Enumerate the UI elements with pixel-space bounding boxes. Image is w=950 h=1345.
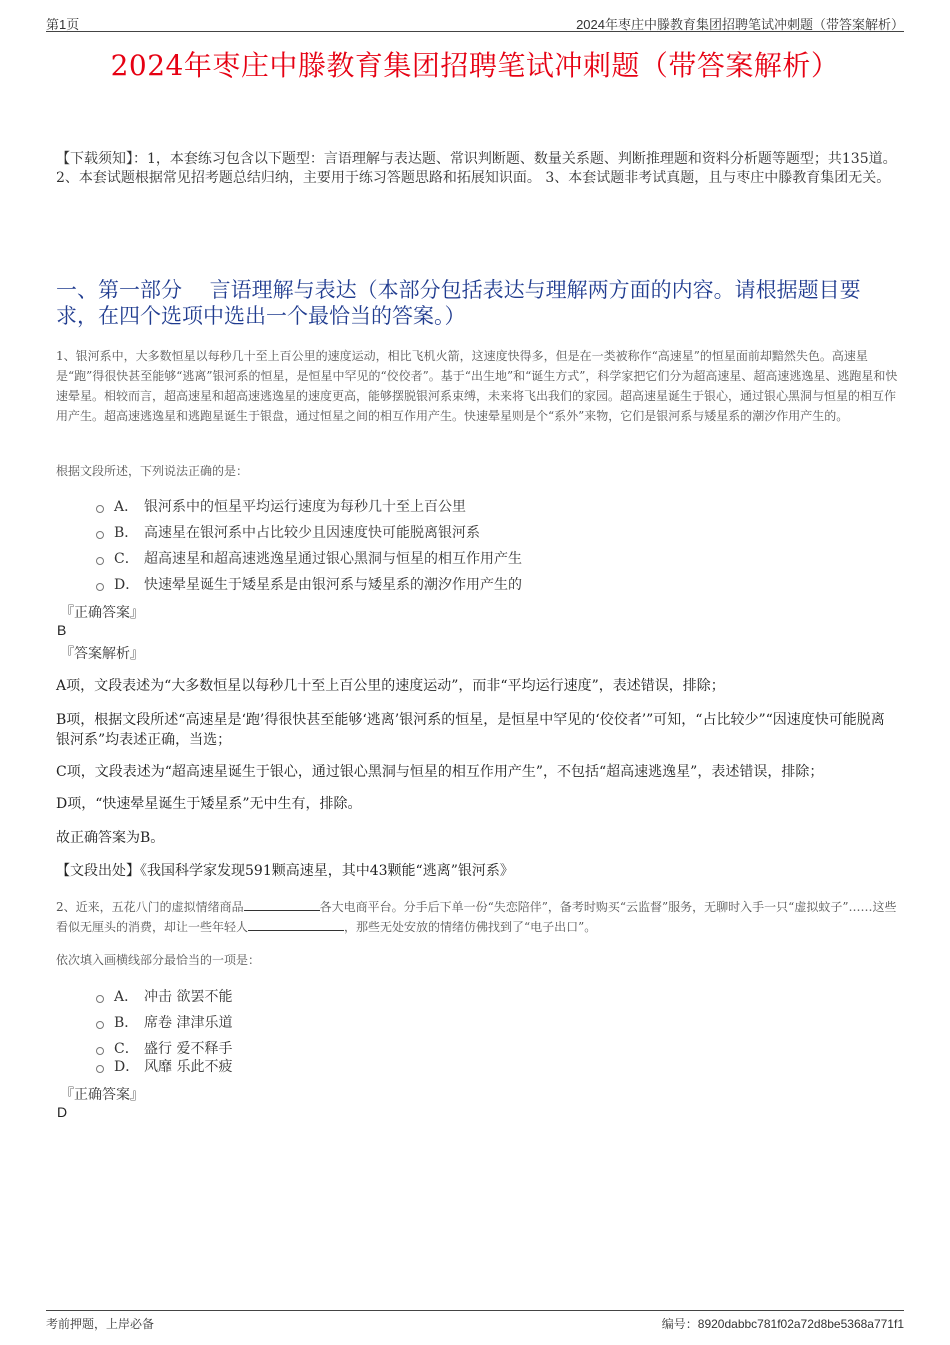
option-text: 银河系中的恒星平均运行速度为每秒几十至上百公里 (144, 499, 466, 515)
footer-code-label: 编号： (661, 1317, 698, 1331)
radio-icon[interactable] (96, 505, 104, 513)
q2-option-d[interactable] (96, 1056, 232, 1076)
footer-code-value: 8920dabbc781f02a72d8be5368a771f1 (697, 1317, 904, 1331)
q1-analysis-a: A项，文段表述为“大多数恒星以每秒几十至上百公里的速度运动”，而非“平均运行速度”，表述错误，排除； (56, 678, 725, 694)
option-letter: B． (114, 1015, 139, 1031)
q2-option-c[interactable] (96, 1038, 232, 1058)
page-number: 第1页 (46, 17, 80, 32)
radio-icon[interactable] (96, 1065, 104, 1073)
q1-answer: B (57, 622, 67, 638)
radio-icon[interactable] (96, 1047, 104, 1055)
q1-option-b[interactable] (96, 522, 480, 542)
option-text: 席卷 津津乐道 (144, 1015, 233, 1031)
q1-analysis-conclusion: 故正确答案为B。 (56, 830, 165, 846)
page-title: 2024年枣庄中滕教育集团招聘笔试冲刺题（带答案解析） (110, 49, 840, 82)
q1-source: 【文段出处】《我国科学家发现591颗高速星，其中43颗能“逃离”银河系》 (56, 863, 514, 879)
option-text: 快速晕星诞生于矮星系是由银河系与矮星系的潮汐作用产生的 (144, 577, 522, 593)
option-text: 超高速星和超高速逃逸星通过银心黑洞与恒星的相互作用产生 (144, 551, 522, 567)
option-text: 冲击 欲罢不能 (144, 989, 233, 1005)
option-letter: C． (114, 551, 139, 567)
q1-analysis-label: 『答案解析』 (60, 646, 144, 662)
download-notice: 【下载须知】：1，本套练习包含以下题型：言语理解与表达题、常识判断题、数量关系题、判断推理题和资料分析题等题型；共135道。 2、本套试题根据常见招考题总结归纳，主要用于练习答题思路和拓展知识面。 3、本套试题非考试真题，且与枣庄中滕教育集团无关。 (56, 151, 897, 186)
option-text: 高速星在银河系中占比较少且因速度快可能脱离银河系 (144, 525, 480, 541)
section-heading: 一、第一部分 言语理解与表达（本部分包括表达与理解两方面的内容。请根据题目要求，在四个选项中选出一个最恰当的答案。） (56, 278, 861, 328)
q2-prompt: 依次填入画横线部分最恰当的一项是： (56, 953, 261, 967)
q1-option-a[interactable] (96, 496, 466, 516)
q2-answer-label: 『正确答案』 (60, 1087, 144, 1103)
q1-passage: 1、银河系中，大多数恒星以每秒几十至上百公里的速度运动，相比飞机火箭，这速度快得多，但是在一类被称作“高速星”的恒星面前却黯然失色。高速星是“跑”得很快甚至能够“逃离”银河系的恒星，是恒星中罕见的“佼佼者”。基于“出生地”和“诞生方式”，科学家把它们分为超高速星、超高速逃逸星、逃跑星和快速晕星。相较而言，超高速星和超高速逃逸星的速度更高，能够摆脱银河系束缚，未来将飞出我们的家园。超高速星诞生于银心，通过银心黑洞与恒星的相互作用产生。超高速逃逸星和逃跑星诞生于银盘，通过恒星之间的相互作用产生。快速晕星则是个“系外”来物，它们是银河系与矮星系的潮汐作用产生的。 (56, 349, 898, 423)
option-letter: B． (114, 525, 139, 541)
q2-passage-part-2: 各大电商平台。分手后下单一份“失恋陪伴”，备考时购买“云监督”服务，无聊时入手一只“虚拟蚊子”……这些看似无厘头的消费，却让一些年轻人 (56, 900, 897, 934)
option-letter: D． (114, 577, 140, 593)
footer-slogan: 考前押题，上岸必备 (46, 1317, 155, 1331)
header-doc-title: 2024年枣庄中滕教育集团招聘笔试冲刺题（带答案解析） (576, 17, 904, 32)
q2-passage-part-3: ，那些无处安放的情绪仿佛找到了“电子出口”。 (344, 920, 597, 934)
q1-analysis-c: C项，文段表述为“超高速星诞生于银心，通过银心黑洞与恒星的相互作用产生”，不包括“超高速逃逸星”，表述错误，排除； (56, 764, 824, 780)
radio-icon[interactable] (96, 583, 104, 591)
radio-icon[interactable] (96, 1021, 104, 1029)
q1-prompt: 根据文段所述，下列说法正确的是： (56, 464, 249, 478)
q2-option-b[interactable] (96, 1012, 232, 1032)
q2-answer: D (57, 1104, 68, 1120)
q1-analysis-b: B项，根据文段所述“高速星是‘跑’得很快甚至能够‘逃离’银河系的恒星，是恒星中罕见的‘佼佼者’”可知，“占比较少”“因速度快可能脱离银河系”均表述正确，当选； (56, 712, 885, 748)
footer-divider (46, 1310, 904, 1311)
option-letter: A． (114, 499, 139, 515)
q1-answer-label: 『正确答案』 (60, 605, 144, 621)
option-text: 风靡 乐此不疲 (144, 1059, 233, 1075)
option-letter: D． (114, 1059, 140, 1075)
q1-option-d[interactable] (96, 574, 522, 594)
footer-code (662, 1315, 904, 1332)
q1-analysis-d: D项，“快速晕星诞生于矮星系”无中生有，排除。 (56, 796, 362, 812)
q2-blank-1 (244, 898, 320, 911)
header-divider (46, 31, 904, 32)
option-letter: A． (114, 989, 139, 1005)
radio-icon[interactable] (96, 995, 104, 1003)
radio-icon[interactable] (96, 531, 104, 539)
q2-passage-part-1: 2、近来，五花八门的虚拟情绪商品 (56, 900, 244, 914)
q2-option-a[interactable] (96, 986, 232, 1006)
option-text: 盛行 爱不释手 (144, 1041, 233, 1057)
q2-blank-2 (248, 918, 344, 931)
q1-option-c[interactable] (96, 548, 522, 568)
q2-passage (56, 897, 898, 937)
radio-icon[interactable] (96, 557, 104, 565)
option-letter: C． (114, 1041, 139, 1057)
